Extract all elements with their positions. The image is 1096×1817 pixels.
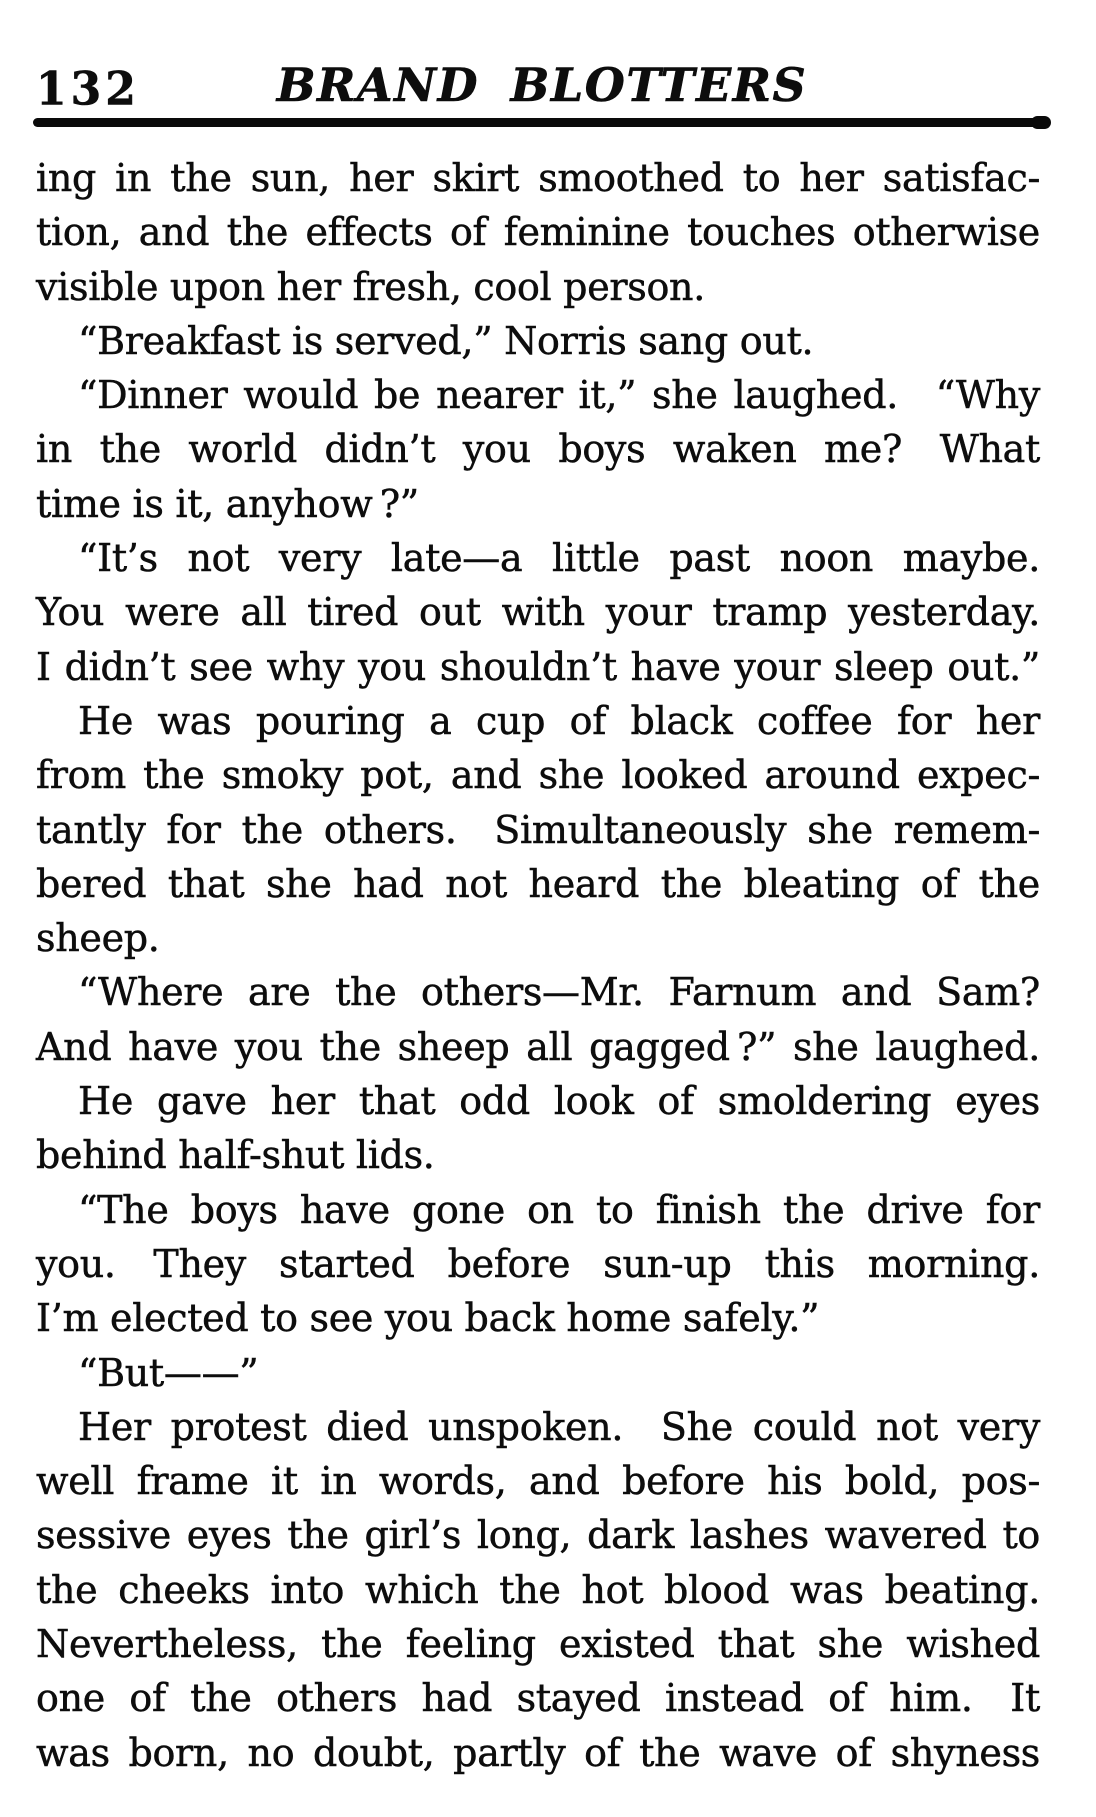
text-line: you. They started before sun-up this morning.: [36, 1241, 1040, 1286]
text-line: in the world didn’t you boys waken me? What: [36, 427, 1040, 472]
text-line: time is it, anyhow ?”: [36, 481, 419, 526]
text-line: visible upon her fresh, cool person.: [36, 264, 705, 309]
text-line: “Where are the others—Mr. Farnum and Sam?: [78, 970, 1040, 1015]
text-line: sessive eyes the girl’s long, dark lashes wavered to: [36, 1513, 1040, 1558]
text-line: was born, no doubt, partly of the wave of shyness: [36, 1730, 1040, 1775]
text-line: “Breakfast is served,” Norris sang out.: [78, 318, 814, 363]
text-line: I’m elected to see you back home safely.”: [36, 1296, 820, 1341]
text-line: from the smoky pot, and she looked around expec-: [36, 753, 1040, 798]
text-line: tion, and the effects of feminine touches otherwise: [36, 210, 1040, 255]
text-line: behind half-shut lids.: [36, 1133, 435, 1178]
text-line: You were all tired out with your tramp yesterday.: [36, 590, 1040, 635]
text-line: “The boys have gone on to finish the drive for: [78, 1187, 1040, 1232]
text-line: He gave her that odd look of smoldering eyes: [78, 1079, 1040, 1124]
text-line: one of the others had stayed instead of him. It: [36, 1676, 1040, 1721]
text-line: He was pouring a cup of black coffee for her: [78, 698, 1040, 743]
text-line: bered that she had not heard the bleating of the: [36, 861, 1040, 906]
text-line: sheep.: [36, 916, 160, 961]
text-line: And have you the sheep all gagged ?” she laughed.: [36, 1024, 1040, 1069]
running-header: [36, 56, 1048, 118]
text-line: I didn’t see why you shouldn’t have your sleep out.”: [36, 644, 1040, 689]
text-line: well frame it in words, and before his bold, pos-: [36, 1459, 1040, 1504]
text-line: “Dinner would be nearer it,” she laughed. “Why: [78, 373, 1040, 418]
text-line: the cheeks into which the hot blood was beating.: [36, 1567, 1040, 1612]
header-rule: [33, 118, 1048, 127]
text-line: tantly for the others. Simultaneously she remem-: [36, 807, 1040, 852]
text-line: “It’s not very late—a little past noon maybe.: [78, 536, 1040, 581]
text-line: ing in the sun, her skirt smoothed to her satisfac-: [36, 156, 1040, 200]
page-number: 132: [36, 62, 140, 117]
text-line: “But——”: [78, 1350, 259, 1395]
page-text: [36, 151, 1040, 1780]
running-title: BRAND BLOTTERS: [276, 58, 808, 112]
text-line: Her protest died unspoken. She could not very: [78, 1404, 1040, 1449]
text-line: Nevertheless, the feeling existed that she wished: [36, 1622, 1040, 1667]
